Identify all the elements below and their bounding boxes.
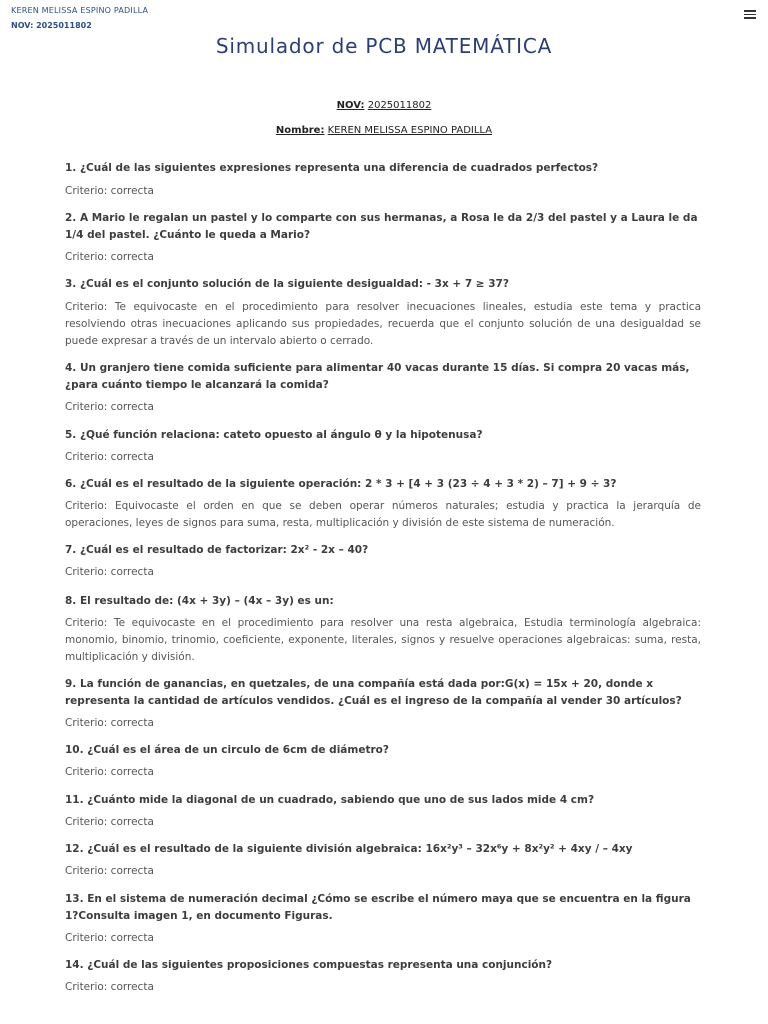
question-text: 11. ¿Cuánto mide la diagonal de un cuadrado, sabiendo que uno de sus lados mide 4 cm? [65,794,595,806]
question-criterion: Criterio: correcta [65,816,154,828]
question-text: 14. ¿Cuál de las siguientes proposiciones compuestas representa una conjunción? [65,959,553,971]
question-criterion: Criterio: correcta [65,932,154,944]
question-item [65,593,701,666]
question-text: 10. ¿Cuál es el área de un circulo de 6cm de diámetro? [65,744,389,756]
question-item [65,427,701,466]
hamburger-icon[interactable] [744,8,756,20]
question-criterion: Criterio: Equivocaste el orden en que se deben operar números naturales; estudia y practica la jerarquía de operaciones, leyes de signos para suma, resta, multiplicación y división de este sistema de numeración. [65,500,701,529]
question-item [65,542,701,581]
question-text: 1. ¿Cuál de las siguientes expresiones representa una diferencia de cuadrados perfectos? [65,162,599,174]
header-student-name: KEREN MELISSA ESPINO PADILLA [11,6,149,15]
question-criterion: Criterio: correcta [65,185,154,197]
question-item [65,476,701,532]
question-criterion: Criterio: Te equivocaste en el procedimiento para resolver una resta algebraica, Estudia terminología algebraica: monomio, binomio, trinomio, coeficiente, exponente, literales, signos y resuelve operaciones algebraicas: suma, resta, multiplicación y división. [65,617,701,663]
question-criterion: Criterio: correcta [65,865,154,877]
question-item [65,160,701,200]
question-item [65,210,701,266]
nov-label: NOV: [336,100,365,111]
question-text: 2. A Mario le regalan un pastel y lo comparte con sus hermanas, a Rosa le da 2/3 del pastel y a Laura le da 1/4 del pastel. ¿Cuánto le queda a Mario? [65,212,698,241]
question-criterion: Criterio: correcta [65,981,154,993]
question-text: 5. ¿Qué función relaciona: cateto opuesto al ángulo θ y la hipotenusa? [65,429,483,441]
question-text: 7. ¿Cuál es el resultado de factorizar: 2x² - 2x – 40? [65,544,369,556]
question-item [65,676,701,732]
info-nov [0,100,768,111]
info-name [0,125,768,136]
question-text: 6. ¿Cuál es el resultado de la siguiente operación: 2 * 3 + [4 + 3 (23 ÷ 4 + 3 * 2) – 7] + 9 ÷ 3? [65,478,617,490]
question-criterion: Criterio: Te equivocaste en el procedimiento para resolver inecuaciones lineales, estudia este tema y practica resolviendo otras inecuaciones aplicando sus propiedades, recuerda que el conjunto solución de una desigualdad se puede expresar a través de un intervalo abierto o cerrado. [65,301,701,347]
question-text: 13. En el sistema de numeración decimal ¿Cómo se escribe el número maya que se encuentra en la figura 1?Consulta imagen 1, en documento Figuras. [65,893,691,922]
question-criterion: Criterio: correcta [65,401,154,413]
nov-value: 2025011802 [367,100,432,111]
question-criterion: Criterio: correcta [65,251,154,263]
question-criterion: Criterio: correcta [65,717,154,729]
question-item [65,841,701,880]
question-item [65,276,701,350]
question-criterion: Criterio: correcta [65,766,154,778]
question-text: 9. La función de ganancias, en quetzales, de una compañía está dada por:G(x) = 15x + 20, donde x representa la cantidad de artículos vendidos. ¿Cuál es el ingreso de la compañía al vender 30 artículos? [65,678,682,707]
name-label: Nombre: [275,125,325,136]
page-title: Simulador de PCB MATEMÁTICA [215,34,553,58]
name-value: KEREN MELISSA ESPINO PADILLA [327,125,493,136]
question-criterion: Criterio: correcta [65,451,154,463]
top-bar [0,0,768,36]
question-item [65,360,701,416]
question-text: 4. Un granjero tiene comida suficiente para alimentar 40 vacas durante 15 días. Si compra 20 vacas más, ¿para cuánto tiempo le alcanzará la comida? [65,362,690,391]
question-item [65,792,701,831]
question-text: 12. ¿Cuál es el resultado de la siguiente división algebraica: 16x²y³ – 32x⁶y + 8x²y² + 4xy / – 4xy [65,843,633,855]
question-text: 3. ¿Cuál es el conjunto solución de la siguiente desigualdad: - 3x + 7 ≥ 37? [65,278,509,290]
question-text: 8. El resultado de: (4x + 3y) – (4x – 3y) es un: [65,595,334,607]
question-item [65,957,701,996]
question-item [65,742,701,781]
question-item [65,891,701,947]
header-nov: NOV: 2025011802 [11,21,92,30]
question-criterion: Criterio: correcta [65,566,154,578]
